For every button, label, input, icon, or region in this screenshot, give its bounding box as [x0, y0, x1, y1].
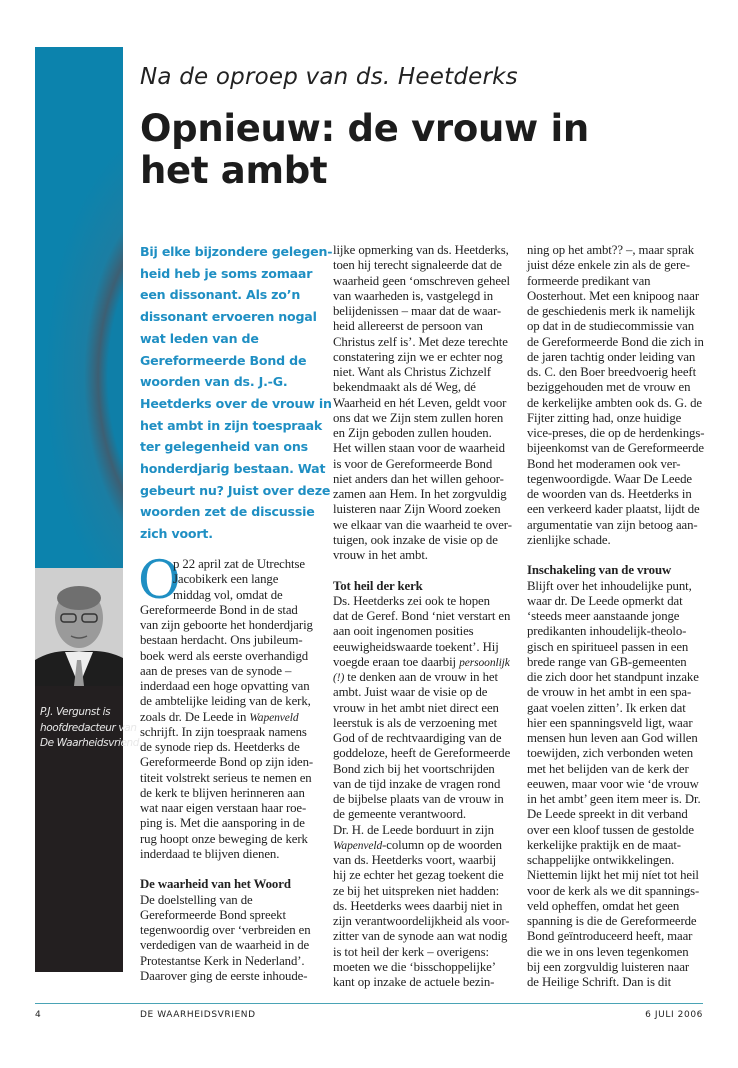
page-number: 4 [35, 1010, 42, 1020]
text-line: Bond geïntroduceerd heeft, maar [527, 929, 693, 944]
text-line: schappelijke ontwikkelingen. [527, 853, 675, 867]
text-line: vrouw in het ambt niet direct een [333, 700, 499, 715]
text-line: schrijft. In zijn toespraak namens [140, 724, 307, 739]
text-line: ping is. Met die aansporing in de [140, 816, 305, 831]
text-line: inderdaad te blijven dienen. [140, 846, 280, 861]
text-line: toewijden, zich verbonden weten [527, 746, 694, 761]
text-line: aan ooit ingenomen posities [333, 624, 474, 639]
article-kicker: Na de oproep van ds. Heetderks [140, 64, 518, 90]
text-line: hier een spanningsveld ligt, waar [527, 715, 693, 730]
text-line: ambt. Juist waar de visie op de [333, 685, 488, 700]
lead-line: ter gelegenheid van ons [140, 439, 308, 455]
text-line: eeuwigheidswaarde toekent’. Hij [333, 639, 499, 654]
text-line: zijn verantwoordelijkheid als voor- [333, 914, 510, 928]
text-line: aan de preses van de synode – [140, 663, 292, 678]
issue-date: 6 JULI 2006 [645, 1010, 703, 1020]
text-line: Gereformeerde Bond in de stad [140, 602, 298, 617]
text-line: De Leede spreekt in dit verband [527, 807, 688, 822]
text-line: beziggehouden met de vrouw en [527, 380, 691, 395]
text-line: verdedigen van de waarheid in de [140, 938, 310, 953]
text-line: Fijter zitting had, onze huidige [527, 410, 682, 425]
text-line: Christus zelf is’. Met deze terechte [333, 334, 508, 349]
lead-line: Gereformeerde Bond de [140, 352, 307, 368]
text-line: predikanten inhoudelijk-theolo- [527, 624, 687, 639]
text-line: de Heilige Schrift. Dan is dit [527, 975, 672, 989]
text-line: luisteren naar Zijn Woord zoeken [333, 502, 501, 517]
caption-line: De Waarheidsvriend. [40, 737, 143, 749]
text-line: niet anders dan het willen gehoor- [333, 471, 504, 486]
text-line: de gemeente verantwoord. [333, 807, 466, 822]
lead-line: woorden van ds. J.-G. [140, 374, 288, 390]
text-line: heid allereerst de persoon van [333, 319, 483, 334]
footer-rule [35, 1003, 703, 1004]
text-line: middag vol, omdat de [173, 587, 283, 602]
text-line: die we in ons leven tegenkomen [527, 944, 689, 959]
text-line: Het willen staan voor de waarheid [333, 441, 505, 456]
text-line: de bijbelse plaats van de vrouw in [333, 792, 504, 806]
text-line: de synode riep ds. Heetderks de [140, 740, 300, 754]
lead-line: wat leden van de [140, 330, 259, 346]
lead-line: Bij elke bijzondere gelegen- [140, 244, 333, 259]
text-line: van zijn geboorte het honderdjarig [140, 618, 313, 632]
text-line: Bond zich bij het voortschrijden [333, 761, 495, 776]
text-line: rug hoopt onze beweging de kerk [140, 831, 308, 846]
lead-line: dissonant ervoeren nogal [140, 309, 317, 325]
title-line: Opnieuw: de vrouw in [140, 107, 589, 150]
text-line: dat de Geref. Bond ‘niet verstart en [333, 609, 511, 623]
text-line: gisch en spiritueel passen in een [527, 639, 689, 654]
text-line: mensen hun leven aan God willen [527, 731, 698, 745]
text-line: zienlijke schade. [527, 532, 611, 547]
text-line: De doelstelling van de [140, 892, 253, 907]
text-line: Bond het moderamen ook ver- [527, 456, 681, 471]
title-line: het ambt [140, 149, 328, 192]
text-line: de woorden van ds. Heetderks in [527, 487, 692, 501]
text-line: goddeloze, heeft de Gereformeerde [333, 746, 511, 761]
publication-name: DE WAARHEIDSVRIEND [140, 1010, 256, 1020]
text-line: Oosterhout. Met een knipoog naar [527, 288, 700, 303]
text-line: voor de kerk als we dit spannings- [527, 883, 700, 898]
text-line: op dat in de studiecommissie van [527, 319, 695, 334]
text-line: toen hij terecht signaleerde dat de [333, 258, 502, 273]
text-line: over een kloof tussen de gestolde [527, 822, 694, 837]
text-line: zamen aan Hem. In het zorgvuldig [333, 487, 507, 501]
text-line: Wapenveld-column op de woorden [333, 837, 502, 852]
text-line: titeit volstrekt serieus te nemen en [140, 770, 312, 785]
text-line: gaat voelen zitten’. Ik erken dat [527, 700, 686, 715]
text-line: met het belijden van de kerk der [527, 761, 689, 776]
text-line: eeuwen, maar voor wie ‘de vrouw [527, 776, 699, 791]
section-heading: Tot heil der kerk [333, 578, 423, 593]
text-line: ons dat we Zijn stem zullen horen [333, 410, 504, 425]
text-line: spanning is die de Gereformeerde [527, 914, 697, 928]
text-line: ds. Heetderks wees daarbij niet in [333, 898, 503, 913]
lead-line: gebeurt nu? Juist over deze [140, 482, 331, 498]
italic-text: Wapenveld [249, 711, 299, 724]
text-line: lijke opmerking van ds. Heetderks, [333, 243, 509, 257]
text-line: Blijft over het inhoudelijke punt, [527, 578, 692, 593]
text-line: de jaren tachtig onder leiding van [527, 349, 696, 364]
text-line: is tot heil der kerk – overigens: [333, 944, 489, 959]
paragraph-gap [333, 563, 518, 578]
text-line: vrouw in het ambt. [333, 548, 428, 562]
text-line: God of de rechtvaardiging van de [333, 731, 502, 745]
text-line: Waarheid en hét Leven, geldt voor [333, 395, 507, 410]
text-line: moeten we die ‘bisschoppelijke’ [333, 959, 496, 974]
text-line: niet. Want als Christus Zichzelf [333, 365, 491, 379]
text-line: zitter van de synode aan wat nodig [333, 929, 508, 944]
text-line: is voor de Gereformeerde Bond [333, 456, 493, 471]
author-photo [35, 568, 123, 686]
text-line: Gereformeerde Bond spreekt [140, 907, 286, 922]
text-line: van de tijd inzake de vragen rond [333, 776, 501, 791]
article-title [140, 108, 589, 192]
lead-line: het ambt in zijn toespraak [140, 417, 323, 433]
article-column-1 [138, 551, 325, 984]
text-line: bijeenkomst van de Gereformeerde [527, 441, 704, 456]
lead-line: Heetderks over de vrouw in [140, 395, 332, 411]
text-line: ds. C. den Boer breedvoerig heeft [527, 365, 697, 379]
italic-text: persoonlijk [459, 656, 510, 669]
text-line: formeerde predikant van [527, 273, 651, 288]
text-line: van waarheden is, vastgelegd in [333, 288, 494, 303]
text-line: veld opheffen, omdat het geen [527, 898, 680, 913]
text-line: voegde eraan toe daarbij persoonlijk [333, 654, 510, 669]
lead-line: zich voort. [140, 526, 213, 542]
italic-text: (!) [333, 672, 345, 684]
text-line: belijdenissen – maar dat de waar- [333, 304, 502, 318]
text-line: Daarover ging de eerste inhoude- [140, 968, 308, 983]
text-line: die zich door het standpunt inzake [527, 670, 699, 684]
section-heading: De waarheid van het Woord [140, 877, 291, 892]
article-column-3 [527, 243, 712, 990]
text-line: tegenwoordigde. Waar De Leede [527, 471, 692, 486]
text-line: in het ambt’ geen item meer is. Dr. [527, 792, 701, 806]
text-line: de vrouw in het ambt in een spa- [527, 685, 692, 700]
lead-line: heid heb je soms zomaar [140, 265, 313, 281]
lead-line: een dissonant. Als zo’n [140, 287, 301, 303]
text-line: bij een zorgvuldig luisteren naar [527, 959, 690, 974]
text-line: en Zijn geboden zullen houden. [333, 426, 492, 440]
text-line: tuigen, ook inzake de visie op de [333, 532, 498, 547]
text-line: bestaan herdacht. Ons jubileum- [140, 633, 303, 648]
lead-line: woorden zet de discussie [140, 504, 315, 520]
text-line: tegenwoordig over ‘verbreiden en [140, 923, 311, 937]
text-line: argumentatie van zijn betoog aan- [527, 517, 698, 532]
text-line: kerkelijke praktijk en de maat- [527, 837, 681, 852]
decorative-blue-strip [35, 47, 123, 568]
text-line: ning op het ambt?? –, maar sprak [527, 243, 695, 257]
paragraph-gap [527, 548, 712, 563]
text-line: juist déze enkele zin als de gere- [527, 258, 690, 273]
text-line: de ambtelijke leiding van de kerk, [140, 694, 311, 709]
text-line: waar dr. De Leede opmerkt dat [527, 593, 683, 608]
text-line: vice-preses, die op de herdenkings- [527, 426, 705, 440]
caption-line: P.J. Vergunst is [40, 706, 111, 718]
text-line: we elkaar van die waarheid te over- [333, 517, 512, 532]
article-column-2 [333, 243, 518, 990]
text-line: Protestantse Kerk in Nederland’. [140, 953, 305, 968]
text-line: Gereformeerde Bond op zijn iden- [140, 755, 314, 770]
portrait-image [35, 568, 123, 686]
paragraph-gap [140, 862, 325, 877]
text-line: de Gereformeerde Bond die zich in [527, 334, 704, 349]
text-line: de kerkelijke ambten ook ds. G. de [527, 395, 702, 410]
photo-caption [40, 705, 143, 752]
text-line: de geschiedenis merk ik namelijk [527, 304, 696, 318]
text-line: van ds. Heetderks voort, waarbij [333, 853, 497, 867]
text-line: inderdaad een hoge opvatting van [140, 679, 310, 693]
text-line: brede range van GB-gemeenten [527, 654, 687, 669]
article-lead [140, 241, 333, 545]
lead-line: honderdjarig bestaan. Wat [140, 461, 326, 477]
text-line: de kerk te blijven herinneren aan [140, 785, 305, 800]
text-line: Jacobikerk een lange [173, 572, 279, 587]
text-line: kant op inzake de actuele bezin- [333, 975, 495, 989]
italic-text: Wapenveld [333, 839, 383, 852]
text-line: Dr. H. de Leede borduurt in zijn [333, 822, 494, 837]
text-line: ‘steeds meer aanstaande jonge [527, 609, 680, 623]
text-line: wat naar eigen verstaan haar roe- [140, 801, 307, 815]
text-line: Niettemin lijkt het mij níet tot heil [527, 868, 699, 883]
text-line: leerstuk is als de verzoening met [333, 715, 498, 730]
text-line: ze bij het uitspreken niet hadden: [333, 883, 500, 898]
drop-cap: O [138, 551, 181, 611]
text-line: bekendmaakt als dé Weg, dé [333, 380, 476, 395]
text-line: p 22 april zat de Utrechtse [173, 557, 305, 571]
text-line: hij ze echter het gezag toekent die [333, 868, 504, 883]
text-line: een verkeerd kader plaatst, lijdt de [527, 502, 700, 517]
text-line: waarheid geen ‘omschreven geheel [333, 273, 510, 288]
text-line: Ds. Heetderks zei ook te hopen [333, 593, 490, 608]
text-line: (!) te denken aan de vrouw in het [333, 670, 498, 684]
text-line: boek werd als eerste overhandigd [140, 648, 309, 663]
text-line: constatering zijn we er echter nog [333, 349, 503, 364]
text-line: zoals dr. De Leede in Wapenveld [140, 709, 299, 724]
section-heading: Inschakeling van de vrouw [527, 563, 672, 578]
caption-line: hoofdredacteur van [40, 721, 137, 734]
